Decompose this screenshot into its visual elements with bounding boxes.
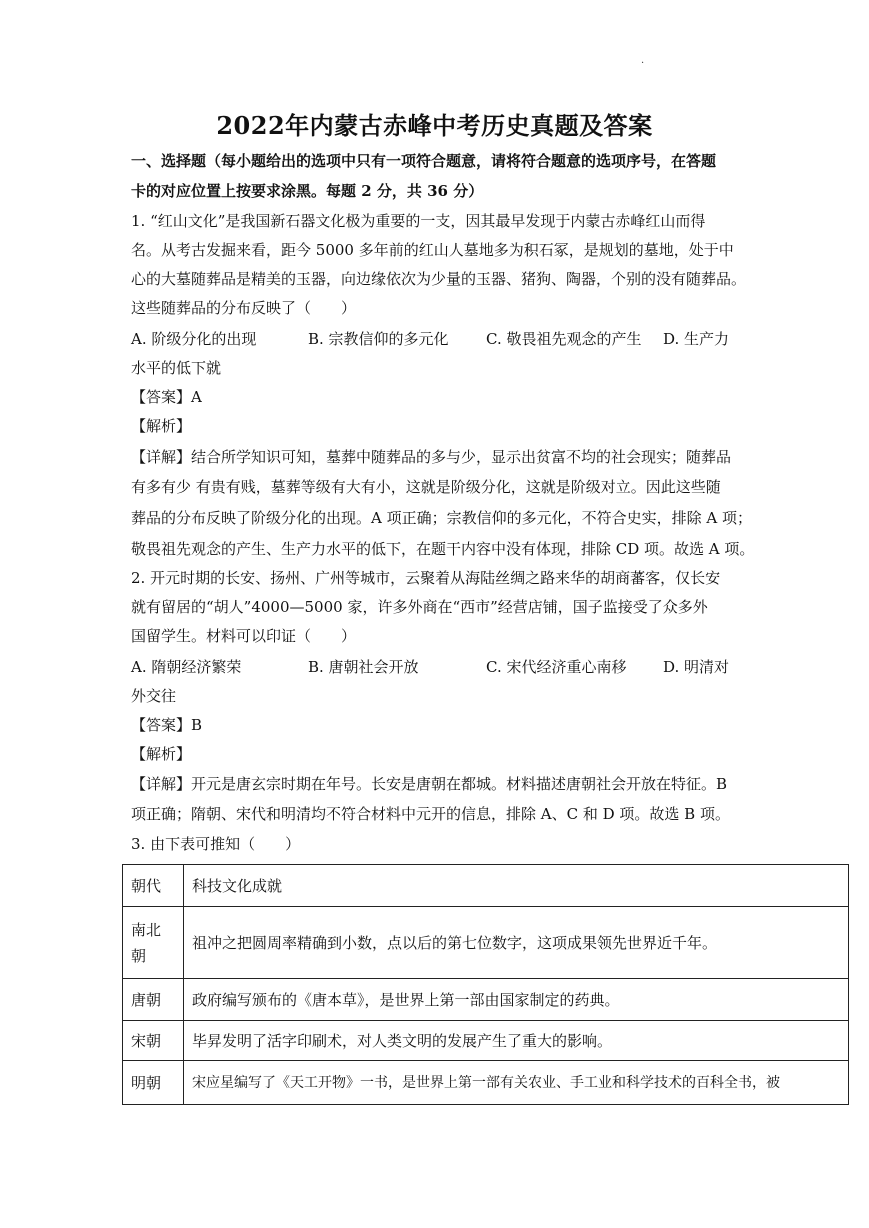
table-header-dynasty: 朝代 [123,865,184,907]
q1-stem-line-4: 这些随葬品的分布反映了（ ） [131,299,357,317]
q1-detail-line-1: 【详解】结合所学知识可知，墓葬中随葬品的多与少，显示出贫富不均的社会现实；随葬品 [131,448,732,466]
table-header-achievement: 科技文化成就 [184,865,849,907]
q2-analysis-label: 【解析】 [131,745,192,763]
q3-stem: 3. 由下表可推知（ ） [131,835,301,853]
table-cell-dynasty: 明朝 [123,1061,184,1105]
table-cell-achievement: 宋应星编写了《天工开物》一书，是世界上第一部有关农业、手工业和科学技术的百科全书，被 [184,1061,849,1105]
q1-detail-line-2: 有多有少 有贵有贱，墓葬等级有大有小，这就是阶级分化，这就是阶级对立。因此这些随 [131,478,721,496]
achievement-table [122,864,849,1105]
q1-answer: 【答案】A [131,388,202,406]
table-cell-dynasty: 南北 朝 [123,907,184,979]
q1-detail-line-4: 敬畏祖先观念的产生、生产力水平的低下，在题干内容中没有体现，排除 CD 项。故选 A 项。 [131,540,755,558]
table-cell-achievement: 政府编写颁布的《唐本草》，是世界上第一部由国家制定的药典。 [184,979,849,1021]
q2-option-continuation: 外交往 [131,687,177,705]
q1-stem-line-1: 1. “红山文化”是我国新石器文化极为重要的一支，因其最早发现于内蒙古赤峰红山而得 [131,212,706,230]
table-row [123,979,849,1021]
q2-option-d: D. 明清对 [663,658,730,676]
q1-option-continuation: 水平的低下就 [131,359,222,377]
q2-option-b: B. 唐朝社会开放 [308,658,419,676]
q2-stem-line-2: 就有留居的“胡人”4000—5000 家，许多外商在“西市”经营店铺，国子监接受了众多外 [131,598,708,616]
table-row [123,1061,849,1105]
q2-option-c: C. 宋代经济重心南移 [486,658,627,676]
q1-stem-line-2: 名。从考古发掘来看，距今 5000 多年前的红山人墓地多为积石冢，是规划的墓地，处于中 [131,241,734,259]
q2-detail-line-1: 【详解】开元是唐玄宗时期在年号。长安是唐朝在都城。材料描述唐朝社会开放在特征。B [131,775,728,793]
table-cell-achievement: 祖冲之把圆周率精确到小数，点以后的第七位数字，这项成果领先世界近千年。 [184,907,849,979]
q1-option-a: A. 阶级分化的出现 [131,330,257,348]
q2-option-a: A. 隋朝经济繁荣 [131,658,242,676]
q2-stem-line-1: 2. 开元时期的长安、扬州、广州等城市，云聚着从海陆丝绸之路来华的胡商蕃客，仅长安 [131,569,721,587]
q2-answer: 【答案】B [131,716,203,734]
table-cell-achievement: 毕昇发明了活字印刷术，对人类文明的发展产生了重大的影响。 [184,1021,849,1061]
q1-analysis-label: 【解析】 [131,417,192,435]
q1-option-d: D. 生产力 [663,330,730,348]
header-dot: · [641,58,645,69]
q1-stem-line-3: 心的大墓随葬品是精美的玉器，向边缘依次为少量的玉器、猪狗、陶器，个别的没有随葬品。 [131,270,747,288]
table-cell-dynasty: 唐朝 [123,979,184,1021]
q1-option-b: B. 宗教信仰的多元化 [308,330,449,348]
table-header-row [123,865,849,907]
table-cell-dynasty: 宋朝 [123,1021,184,1061]
q1-option-c: C. 敬畏祖先观念的产生 [486,330,642,348]
q2-stem-line-3: 国留学生。材料可以印证（ ） [131,627,357,645]
section-heading-line-2: 卡的对应位置上按要求涂黑。每题 2 分，共 36 分） [131,182,484,200]
q2-detail-line-2: 项正确；隋朝、宋代和明清均不符合材料中元开的信息，排除 A、C 和 D 项。故选 B 项。 [131,805,730,823]
page-title: 2022年内蒙古赤峰中考历史真题及答案 [216,111,653,140]
table-row [123,1021,849,1061]
q1-detail-line-3: 葬品的分布反映了阶级分化的出现。A 项正确；宗教信仰的多元化，不符合史实，排除 A 项； [131,509,752,527]
section-heading-line-1: 一、选择题（每小题给出的选项中只有一项符合题意，请将符合题意的选项序号，在答题 [131,152,717,170]
table-row [123,907,849,979]
